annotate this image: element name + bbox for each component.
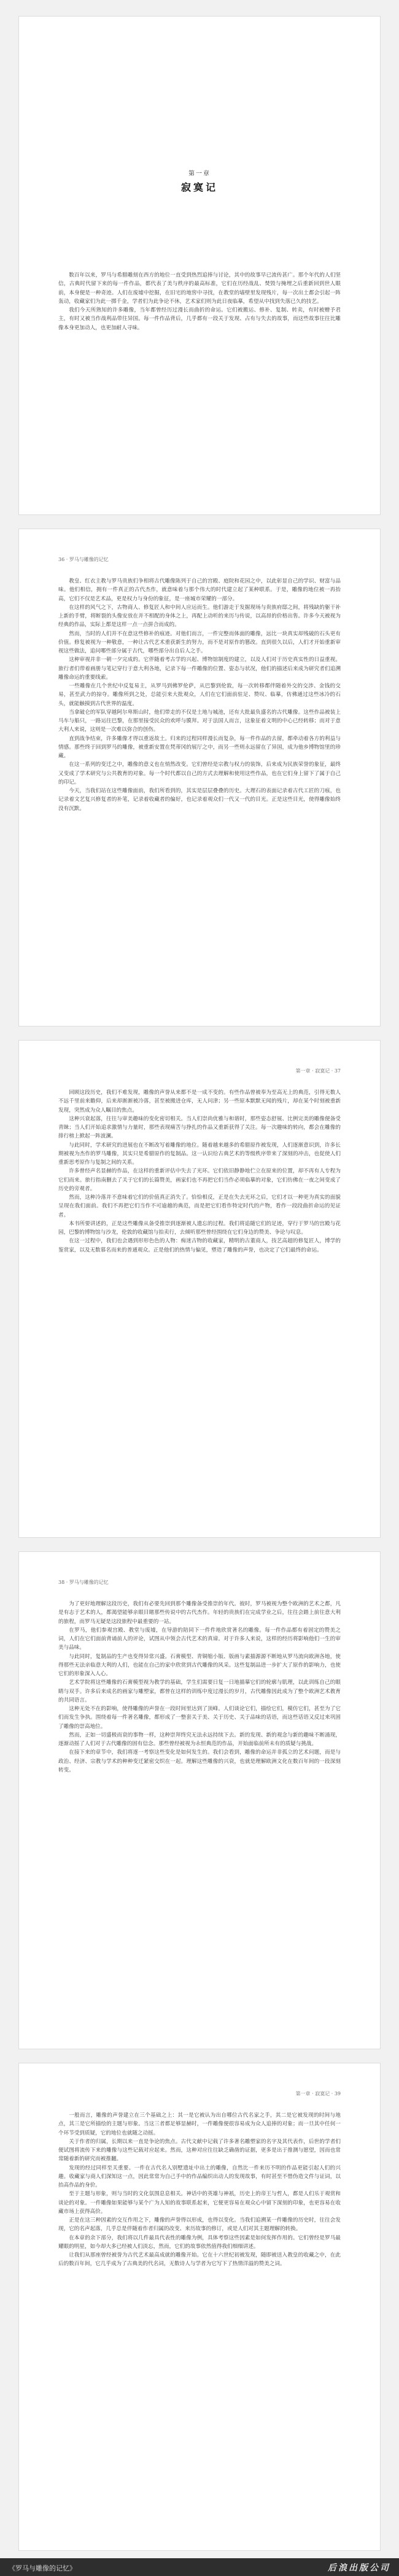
running-head: 36 · 罗马与雕像的记忆: [58, 557, 109, 562]
paragraph: 与此同时，复制品的生产也变得异常兴盛。石膏模型、青铜缩小版、版画与素描源源不断地从罗马流向欧洲各地，使得那些无法亲临意大利的人们，也能在自己的家中欣赏到古代雕像的风采。这些复制品进一步扩大了原作的影响力，也使它们的形象深入人心。: [58, 1653, 341, 1677]
paragraph: 当拿破仑的军队穿越阿尔卑斯山时，他们带走的不仅是土地与城池，还有大批最负盛名的古代雕像。这些作品被装上马车与船只，一路运往巴黎，在那里接受民众的欢呼与膜拜。对于法国人而言，这象征着文明的中心已经转移；而对于意大利人来说，这则是一次难以弥合的创伤。: [58, 709, 341, 733]
page-5: [18, 2063, 381, 2551]
paragraph: 然而，当时的人们并不在意这些修补的痕迹。对他们而言，一件完整而体面的雕像，远比一块真实却残破的石头更有价值。修复被视为一种敬意，一种让古代艺术重获新生的努力，而不是对原作的篡改。直到很久以后，人们才开始重新审视这些做法，追问哪些部分属于古代，哪些部分出自后人之手。: [58, 630, 341, 654]
running-head: 第一章 · 寂寞记 · 37: [295, 1068, 341, 1074]
body-text: [58, 2111, 341, 2532]
page-3: [18, 1040, 381, 1538]
page-1: [18, 16, 381, 515]
paragraph: 正是在这三种因素的交互作用之下，雕像的声誉得以形成，也得以变化。当我们追溯某一件雕像的历史时，往往会发现，它的名声起落，几乎总是伴随着作者归属的改变、来历故事的修订，或是人们对其主题理解的转换。: [58, 2217, 341, 2233]
paragraph: 在这一系列的变迁之中，雕像的意义也在悄然改变。它们曾经是宗教与权力的装饰，后来成为民族荣誉的象征，最终又变成了学术研究与公共教育的对象。每一个时代都以自己的方式去理解和使用这些作品，也在它们身上留下了属于自己的印记。: [58, 762, 341, 785]
paragraph: 本书所要讲述的，正是这些雕像从备受推崇到逐渐被人遗忘的过程。我们将追随它们的足迹，穿行于罗马的宫殿与花园，巴黎的博物馆与沙龙，伦敦的收藏馆与拍卖行，去倾听那些曾经围绕在它们身边的赞美、争论与叹息。: [58, 1220, 341, 1236]
paragraph: 在罗马，他们参观宫殿、教堂与废墟，在导游的陪同下一件件地欣赏著名的雕像。每一件作品都有着固定的赞美之词，人们在它们面前背诵前人的评论，试图从中领会古代艺术的真谛。对于许多人来说，这样的经历将影响他们一生的审美与品味。: [58, 1627, 341, 1651]
paragraph: 艺术学院将这些雕像的石膏模型视为教学的基础，学生们需要日复一日地描摹它们的轮廓与肌理，以此训练自己的眼睛与双手。许多后来成名的画家与雕塑家，都曾在这样的训练中度过漫长的岁月，古代雕像因此成为了整个欧洲艺术教育的共同语言。: [58, 1680, 341, 1703]
paragraph: 让我们从那座曾经被誉为古代艺术最高成就的雕像开始。它在十六世纪初被发现，随即被送入教皇的收藏之中，在此后的数百年间，它几乎成为了古典美的代名词，无数诗人与学者为它写下了热情洋溢的赞美之词。: [58, 2252, 341, 2268]
page-4: [18, 1551, 381, 2049]
chapter-title: 寂寞记: [180, 182, 218, 193]
paragraph: 发现的经过同样至关重要。一件在古代名人别墅遗址中出土的雕像，自然比一件来历不明的作品更能引起人们的兴趣。收藏家与商人们深知这一点，因此常常为自己手中的作品编织出动人的发现故事，有时甚至不惜伪造文件与证词，以抬高作品的身价。: [58, 2165, 341, 2188]
paragraph: 这种无处不在的影响，使得雕像的声誉在一段时间里达到了顶峰。人们谈论它们，描绘它们，模仿它们，甚至为了它们而发生争执。围绕着每一件著名雕像，都形成了一整套关于美、关于历史、关于品味的话语，而这些话语又反过来巩固了雕像的崇高地位。: [58, 1706, 341, 1730]
paragraph: 教皇、红衣主教与罗马贵族们争相将古代雕像陈列于自己的宫殿、庭院和花园之中，以此彰显自己的学识、财富与品味。他们相信，拥有一件真正的古代杰作，就意味着与那个伟大的时代建立起了某种联系。于是，雕像的地位被一再抬高，它们不仅是艺术品，更是权力与身份的象征，是一座城市荣耀的一部分。: [58, 578, 341, 602]
paragraph: 在本章的余下部分，我们将以几件最具代表性的雕像为例，具体考察这些因素是如何发挥作用的。它们曾经是罗马最耀眼的明星，如今却大多已经被人们淡忘，然而，它们的故事依然值得我们细细讲述。: [58, 2234, 341, 2250]
paragraph: 我们今天所熟知的许多雕像，当年都曾经历过漫长而曲折的命运。它们被搬运、修补、复制、转卖，有时被赠予君主，有时又被当作战利品带往异国。每一件作品背后，几乎都有一段关于发现、占有与失去的故事，而这些故事往往比雕像本身更加动人，也更加耐人寻味。: [58, 307, 341, 331]
running-head: 38 · 罗马与雕像的记忆: [58, 1580, 109, 1585]
paragraph: 一般而言，雕像的声誉建立在三个基础之上：其一是它被认为出自哪位古代名家之手，其二是它被发现的时间与地点，其三是它所描绘的主题与形象。当这三者都足够显赫时，一件雕像便很容易成为众人追捧的对象；而一旦其中任何一个环节受到质疑，它的地位也就随之动摇。: [58, 2112, 341, 2136]
paragraph: 关于作者的归属，长期以来一直是争论的焦点。古代文献中记载了许多著名雕塑家的名字及其代表作，后世的学者们便试图将流传下来的雕像与这些记载对应起来。然而，这种对应往往缺乏确凿的证据，更多是出于推测与愿望，因而也常常随着新的研究而被推翻。: [58, 2138, 341, 2163]
paragraph: 数百年以来，罗马与希腊雕刻在西方的地位一直受到热烈追捧与讨论，其中的故事早已流传甚广。那个年代的人们坚信，古典时代留下来的每一件作品，都代表了美与秩序的最高标准，它们在历经战乱、焚毁与掩埋之后重新回到世人眼前，本身便是一种奇迹。人们在废墟中挖掘，在旧宅的地窖中寻找，在教堂的墙壁里发现残片，每一次出土都会引起一阵轰动，收藏家们为此一掷千金，学者们为此争论不休，艺术家们则为此日夜临摹，希望从中找到失落已久的技艺。: [58, 272, 341, 305]
body-text: [58, 1088, 341, 1518]
chapter-label: 第一章: [188, 170, 211, 177]
paragraph: 然而，正如一切盛极而衰的事物一样，这种崇拜终究无法永远持续下去。新的发现、新的观念与新的趣味不断涌现，逐渐动摇了人们对于古代雕像的固有信念。那些曾经被视为永恒典范的作品，开始面临前所未有的质疑与挑战。: [58, 1732, 341, 1747]
paragraph: 然而，这种冷落并不意味着它们的价值真正消失了。恰恰相反，正是在失去光环之后，它们才以一种更为真实的面貌呈现在我们面前。我们不再把它们当作不可逾越的典范，而是把它们看作特定时代的产物，看作一段段曲折命运的见证者。: [58, 1194, 341, 1218]
paragraph: 在接下来的章节中，我们将逐一考察这些变化是如何发生的。我们会看到，雕像的命运并非孤立的艺术问题，而是与政治、经济、宗教与学术的种种变迁紧密交织在一起。理解这些雕像的兴衰，也就是理解欧洲文化在数百年间的一段深刻转变。: [58, 1749, 341, 1773]
body-text: [58, 577, 341, 1006]
footer-bar: [0, 2558, 399, 2576]
paragraph: 在这样的风气之下，古物商人、修复匠人和中间人应运而生。他们游走于发掘现场与贵族府邸之间，将残缺的躯干补上新的手臂，将断裂的头像安放在并不相配的身体之上，再配上动听的来历与传说，以高昂的价格出售。许多今天被视为经典的作品，实际上都是这样一点一点拼合而成的。: [58, 604, 341, 629]
paragraph: 回顾这段历史，我们不难发现，雕像的声誉从来都不是一成不变的。有些作品曾被奉为至高无上的典范，引得无数人不远千里前来瞻仰，后来却渐渐被冷落，甚至被搬进仓库，无人问津；另一些原本默默无闻的残片，却在某个时刻被重新发现，突然成为众人瞩目的焦点。: [58, 1090, 341, 1114]
paragraph: 这种审视并非一朝一夕完成的。它伴随着考古学的兴起、博物馆制度的建立，以及人们对于历史真实性的日益重视。旅行者们带着画册与笔记穿行于意大利各地，记录下每一件雕像的位置、姿态与状况，他们的描述后来成为研究者们追溯雕像命运的重要线索。: [58, 657, 341, 681]
paragraph: 在这一过程中，我们也会遇到形形色色的人物：痴迷古物的收藏家，精明的古董商人，技艺高超的修复匠人，博学的鉴赏家，以及无数慕名而来的普通观众。正是他们的热情与偏见，塑造了雕像的声誉，也决定了它们最终的命运。: [58, 1238, 341, 1253]
body-text: [58, 271, 341, 492]
publisher-logo: 后浪出版公司: [328, 2563, 390, 2573]
paragraph: 至于主题与形象，则与当时的文化氛围息息相关。神话中的英雄与神祇，历史上的帝王与哲人，都是人们乐于观赏和谈论的对象。一件雕像如果能够与某个广为人知的故事联系起来，它便更容易在观众心中留下深刻的印象，也更容易在收藏市场上获得高价。: [58, 2191, 341, 2215]
page-2: [18, 529, 381, 1026]
body-text: [58, 1600, 341, 2029]
running-head: 第一章 · 寂寞记 · 39: [295, 2091, 341, 2096]
paragraph: 为了更好地理解这段历史，我们有必要先回到那个雕像备受推崇的年代。彼时，罗马被视为整个欧洲的艺术之都，凡是有志于艺术的人，都渴望能够亲眼目睹那些传说中的古代杰作。年轻的贵族们在完成学业之后，往往会踏上前往意大利的旅程，而罗马无疑是这段旅程中最重要的一站。: [58, 1601, 341, 1625]
paragraph: 今天，当我们站在这些雕像面前，我们所看到的，其实是层层叠叠的历史。大理石的表面记录着古代工匠的刀痕，也记录着文艺复兴修复者的补笔，记录着收藏者的偏好，也记录着观众们一代又一代的目光。正是这些目光，使得雕像始终没有沉默。: [58, 788, 341, 812]
paragraph: 一些雕像在几个世纪中反复易主，从罗马到佛罗伦萨，从巴黎到伦敦，每一次转移都伴随着外交的交涉、金钱的交易，甚至武力的掠夺。雕像所到之处，总能引来大批观众，人们在它们面前驻足、赞叹、临摹，仿佛通过这些冰冷的石头，就能触摸到古代世界的温度。: [58, 683, 341, 707]
paragraph: 许多曾经声名显赫的作品，在这样的重新评估中失去了光环。它们依旧静静地伫立在原来的位置，却不再有人专程为它们而来。旅行指南删去了关于它们的长篇赞美，画家们也不再把它们当作必须临摹的对象，它们仿佛在一夜之间变成了历史的旁观者。: [58, 1168, 341, 1192]
footer-book-title: 《罗马与雕像的记忆》: [9, 2564, 76, 2572]
paragraph: 直到战争结束，许多雕像才得以重返故土。归来的过程同样漫长而复杂，每一件作品的去留，都牵动着各方的利益与情感。那些终于回到罗马的雕像，被重新安置在梵蒂冈的展厅之中，而另一些则永远留在了异国，成为他乡博物馆里的珍藏。: [58, 735, 341, 759]
paragraph: 与此同时，学术研究的进展也在不断改写着雕像的地位。随着越来越多的希腊原作被发现，人们逐渐意识到，许多长期被视为杰作的罗马雕像，其实只是希腊原作的复制品。这一认识给古典艺术的等级秩序带来了深刻的冲击，也促使人们重新思考原作与复制之间的关系。: [58, 1142, 341, 1166]
paragraph: 这种兴衰起落，往往与审美趣味的变化密切相关。当人们崇尚优雅与和谐时，那些姿态舒展、比例完美的雕像便备受青睐；当人们开始追求激情与力量时，那些表现痛苦与挣扎的作品又重新获得了关注。每一次趣味的转向，都会在雕像的排行榜上掀起一阵波澜。: [58, 1115, 341, 1140]
